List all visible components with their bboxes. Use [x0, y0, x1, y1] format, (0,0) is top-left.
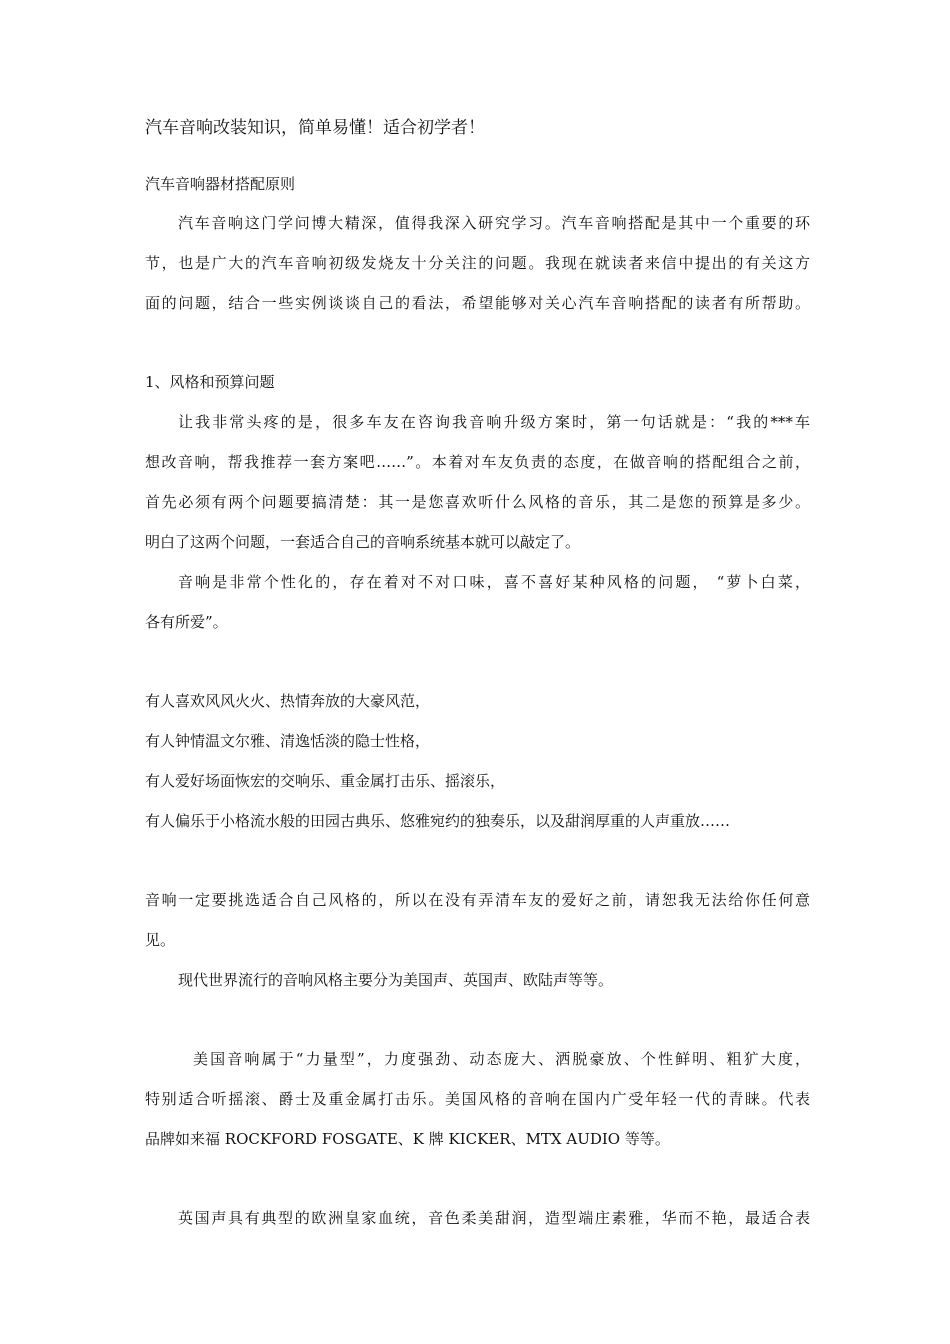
list-item: 有人喜欢风风火火、热情奔放的大豪风范， [145, 692, 431, 710]
para5-line-1: 美国音响属于“力量型”，力度强劲、动态庞大、洒脱豪放、个性鲜明、粗犷大度， [193, 1050, 810, 1068]
para3-line-2: 见。 [145, 931, 176, 949]
list-item: 有人偏乐于小格流水般的田园古典乐、悠雅宛约的独奏乐，以及甜润厚重的人声重放…… [145, 812, 731, 830]
para2-line-2: 各有所爱”。 [145, 613, 228, 631]
document-title: 汽车音响改装知识，简单易懂！适合初学者！ [145, 118, 485, 138]
document-subtitle: 汽车音响器材搭配原则 [145, 175, 296, 193]
para5-line-3: 品牌如来福 ROCKFORD FOSGATE、K 牌 KICKER、MTX AUDIO 等等。 [145, 1130, 670, 1148]
list-item: 有人爱好场面恢宏的交响乐、重金属打击乐、摇滚乐， [145, 772, 506, 790]
para1-line-2: 想改音响，帮我推荐一套方案吧……”。本着对车友负责的态度，在做音响的搭配组合之前， [145, 453, 810, 471]
intro-line-2: 节，也是广大的汽车音响初级发烧友十分关注的问题。我现在就读者来信中提出的有关这方 [145, 254, 810, 272]
para6-line-1: 英国声具有典型的欧洲皇家血统，音色柔美甜润，造型端庄素雅，华而不艳，最适合表 [178, 1209, 810, 1227]
list-item: 有人钟情温文尔雅、清逸恬淡的隐士性格， [145, 732, 431, 750]
para4: 现代世界流行的音响风格主要分为美国声、英国声、欧陆声等等。 [178, 971, 614, 989]
para1-line-3: 首先必须有两个问题要搞清楚：其一是您喜欢听什么风格的音乐，其二是您的预算是多少。 [145, 493, 810, 511]
intro-line-1: 汽车音响这门学问博大精深，值得我深入研究学习。汽车音响搭配是其中一个重要的环 [178, 214, 810, 232]
para2-line-1: 音响是非常个性化的，存在着对不对口味，喜不喜好某种风格的问题， “萝卜白菜， [178, 573, 810, 591]
section-heading: 1、风格和预算问题 [145, 373, 275, 391]
para1-line-1: 让我非常头疼的是，很多车友在咨询我音响升级方案时，第一句话就是：“我的***车 [178, 413, 810, 431]
para3-line-1: 音响一定要挑选适合自己风格的，所以在没有弄清车友的爱好之前，请恕我无法给你任何意 [145, 891, 810, 909]
intro-line-3: 面的问题，结合一些实例谈谈自己的看法，希望能够对关心汽车音响搭配的读者有所帮助。 [145, 294, 810, 312]
para5-line-2: 特别适合听摇滚、爵士及重金属打击乐。美国风格的音响在国内广受年轻一代的青睐。代表 [145, 1090, 810, 1108]
para1-line-4: 明白了这两个问题，一套适合自己的音响系统基本就可以敲定了。 [145, 533, 581, 551]
